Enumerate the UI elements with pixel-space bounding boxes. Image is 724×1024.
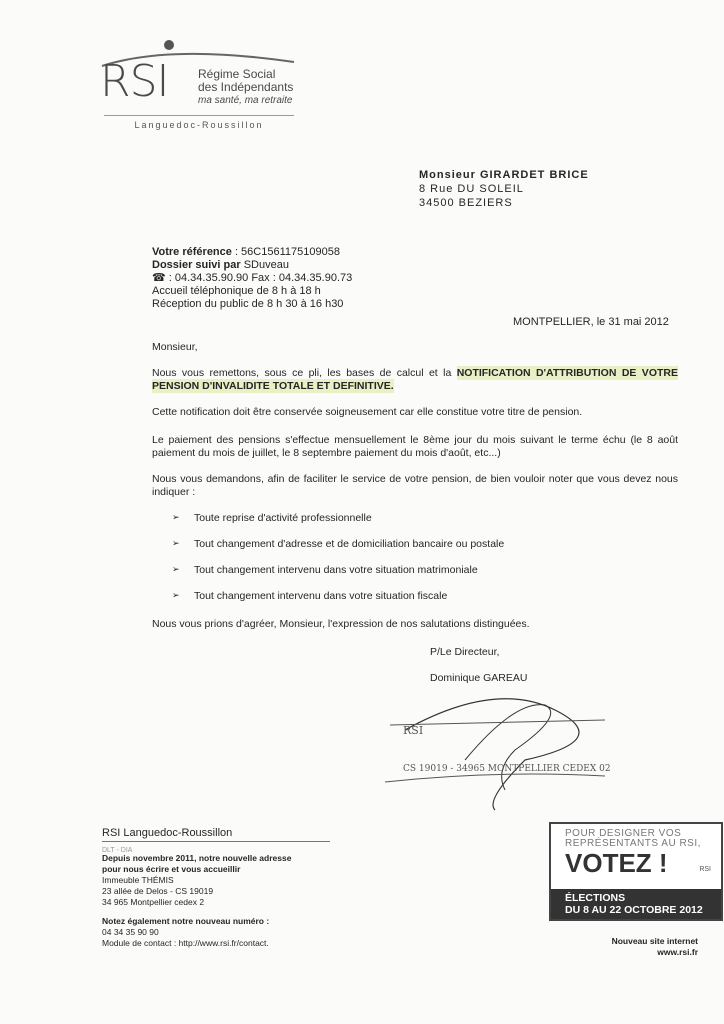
stamp-signature xyxy=(375,690,635,825)
salutation: Monsieur, xyxy=(152,341,198,353)
footer-phone-label: Notez également notre nouveau numéro : xyxy=(102,916,270,926)
phone-icon: ☎ xyxy=(152,272,166,284)
dossier-value: SDuveau xyxy=(240,259,289,271)
recipient-street: 8 Rue DU SOLEIL xyxy=(419,183,524,195)
arrow-bullet-icon: ➢ xyxy=(172,590,180,600)
website-url: www.rsi.fr xyxy=(657,947,698,957)
footer-faint-ref: DLT - DIA xyxy=(102,847,133,854)
election-dates: DU 8 AU 22 OCTOBRE 2012 xyxy=(565,904,703,916)
vote-headline: VOTEZ ! xyxy=(565,848,668,878)
phone-hours: Accueil téléphonique de 8 h à 18 h xyxy=(152,285,321,297)
notification-highlight: NOTIFICATION D'ATTRIBUTION DE VOTRE PENSION D'INVALIDITE TOTALE ET DEFINITIVE. xyxy=(152,367,678,392)
paragraph-4: Nous vous demandons, afin de faciliter le service de votre pension, de bien vouloir noter que vous devez nous indiquer : xyxy=(152,473,678,498)
paragraph-3: Le paiement des pensions s'effectue mensuellement le 8ème jour du mois suivant le terme échu (le 8 août paiement du mois de juillet, le 8 septembre paiement du mois d'août, etc...) xyxy=(152,434,678,459)
place-date: MONTPELLIER, le 31 mai 2012 xyxy=(513,316,669,328)
footer-notice: Depuis novembre 2011, notre nouvelle adresse pour nous écrire et vous accueillir xyxy=(102,853,292,874)
stamp-line-1: RSI xyxy=(403,724,424,737)
reference-block xyxy=(152,246,352,311)
reference-label: Votre référence xyxy=(152,246,232,258)
election-banner xyxy=(549,822,723,921)
bullet-list xyxy=(172,512,504,616)
recipient-city: 34500 BEZIERS xyxy=(419,197,513,209)
org-name-line2: des Indépendants xyxy=(198,80,294,94)
signer-title: P/Le Directeur, xyxy=(430,646,500,658)
logo-region: Languedoc-Roussillon xyxy=(104,115,294,130)
org-slogan: ma santé, ma retraite xyxy=(198,95,293,106)
vote-caption-line1: POUR DESIGNER VOS xyxy=(565,828,682,839)
bullet-text: Toute reprise d'activité professionnelle xyxy=(194,512,372,524)
list-item xyxy=(172,590,504,616)
phone-fax-line: : 04.34.35.90.90 Fax : 04.34.35.90.73 xyxy=(165,272,353,284)
footer-address-2: 23 allée de Delos - CS 19019 xyxy=(102,886,214,896)
signature-icon xyxy=(375,690,635,820)
recipient-address xyxy=(419,168,589,210)
list-item xyxy=(172,512,504,538)
bullet-text: Tout changement d'adresse et de domiciliation bancaire ou postale xyxy=(194,538,505,550)
website-note xyxy=(612,936,698,958)
bullet-text: Tout changement intervenu dans votre situation fiscale xyxy=(194,590,448,602)
vote-caption xyxy=(551,824,721,849)
website-label: Nouveau site internet xyxy=(611,936,698,946)
footer-contact xyxy=(102,828,330,949)
reference-value: : 56C1561175109058 xyxy=(231,246,340,258)
logo-text: RSI xyxy=(100,56,169,107)
stamp-line-2: CS 19019 - 34965 MONTPELLIER CEDEX 02 xyxy=(403,764,611,774)
election-label: ÉLECTIONS xyxy=(565,892,626,904)
arrow-bullet-icon: ➢ xyxy=(172,512,180,522)
footer-address-3: 34 965 Montpellier cedex 2 xyxy=(102,897,205,907)
footer-title: RSI Languedoc-Roussillon xyxy=(102,828,330,842)
paragraph-1-text: Nous vous remettons, sous ce pli, les bases de calcul et la xyxy=(152,367,457,379)
logo-tagline xyxy=(198,68,293,107)
list-item xyxy=(172,564,504,590)
list-item xyxy=(172,538,504,564)
logo-dot-icon xyxy=(164,40,174,50)
rsi-logo xyxy=(100,40,300,135)
vote-rsi-mark: RSI xyxy=(699,866,711,873)
arrow-bullet-icon: ➢ xyxy=(172,564,180,574)
public-hours: Réception du public de 8 h 30 à 16 h30 xyxy=(152,298,344,310)
org-name-line1: Régime Social xyxy=(198,67,276,81)
paragraph-1 xyxy=(152,367,678,393)
signer-name: Dominique GAREAU xyxy=(430,672,528,684)
arrow-bullet-icon: ➢ xyxy=(172,538,180,548)
footer-address-1: Immeuble THÉMIS xyxy=(102,875,174,885)
footer-contact-url: Module de contact : http://www.rsi.fr/contact. xyxy=(102,938,269,948)
paragraph-2: Cette notification doit être conservée soigneusement car elle constitue votre titre de pension. xyxy=(152,406,583,418)
election-dates-band xyxy=(551,889,721,919)
dossier-label: Dossier suivi par xyxy=(152,259,241,271)
vote-caption-line2: REPRÉSENTANTS AU RSI, xyxy=(565,838,701,849)
footer-phone: 04 34 35 90 90 xyxy=(102,927,159,937)
closing-formula: Nous vous prions d'agréer, Monsieur, l'expression de nos salutations distinguées. xyxy=(152,618,530,630)
recipient-name: Monsieur GIRARDET BRICE xyxy=(419,169,589,181)
bullet-text: Tout changement intervenu dans votre situation matrimoniale xyxy=(194,564,478,576)
